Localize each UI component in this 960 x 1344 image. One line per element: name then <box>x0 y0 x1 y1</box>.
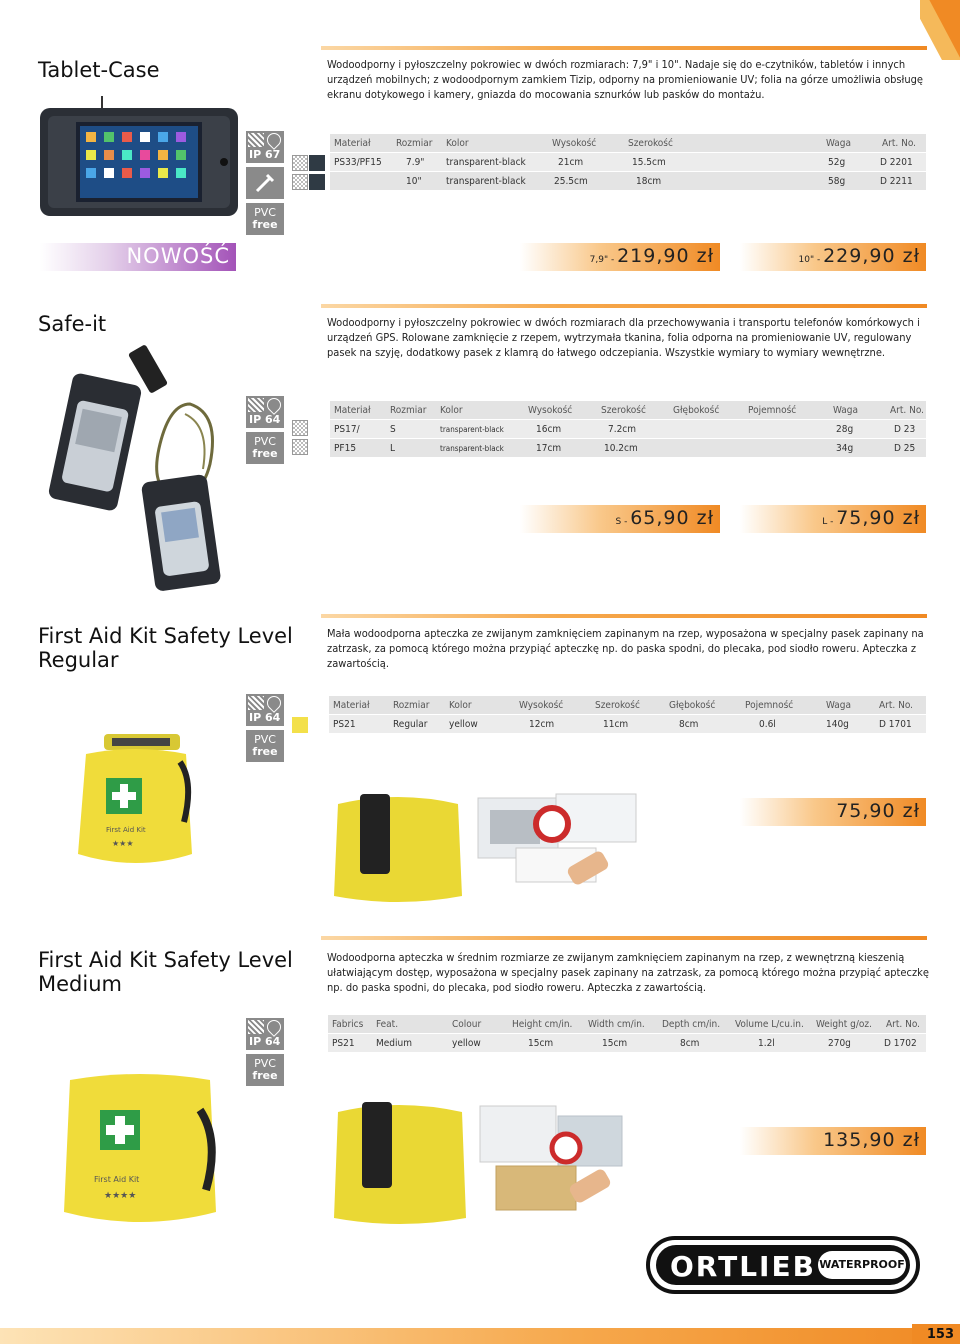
kit-stars: ★★★★ <box>104 1191 137 1201</box>
dust-icon <box>248 398 264 412</box>
section-divider <box>321 46 927 50</box>
table-row: 10" transparent-black 25.5cm 18cm 58g D 2211 <box>330 172 926 191</box>
water-drop-icon <box>264 130 284 150</box>
spec-table <box>328 1015 926 1053</box>
product-title: First Aid Kit Safety Level Medium <box>38 948 293 996</box>
table-row: PS33/PF15 7.9" transparent-black 21cm 15.5cm 52g D 2201 <box>330 153 926 172</box>
swatch-yellow <box>292 717 308 733</box>
product-title: First Aid Kit Safety Level Regular <box>38 624 293 672</box>
swatch-black <box>309 155 325 171</box>
swatch-transparent <box>292 439 308 455</box>
section-divider <box>321 304 927 308</box>
feature-badges <box>246 131 284 239</box>
dust-icon <box>248 133 264 147</box>
wrench-icon <box>253 171 277 195</box>
price-tag: 135,90 zł <box>740 1127 926 1155</box>
feature-badges <box>246 694 284 766</box>
water-drop-icon <box>264 693 284 713</box>
water-drop-icon <box>264 395 284 415</box>
table-header: Materiał Rozmiar Kolor Wysokość Szerokość Waga Art. No. <box>330 134 926 153</box>
table-header: Materiał Rozmiar Kolor Wysokość Szerokość Głębokość Pojemność Waga Art. No. <box>329 696 926 715</box>
ortlieb-logo: ORTLIEB WATERPROOF <box>646 1236 920 1294</box>
table-header: Fabrics Feat. Colour Height cm/in. Width cm/in. Depth cm/in. Volume L/cu.in. Weight g/oz. Art. No. <box>328 1015 926 1034</box>
product-title: Tablet-Case <box>38 58 160 82</box>
ip-rating-badge: IP 64 <box>246 396 284 428</box>
table-row: PS21 Medium yellow 15cm 15cm 8cm 1.2l 270g D 1702 <box>328 1034 926 1053</box>
price-tag: 75,90 zł <box>740 798 926 826</box>
table-row: PS21 Regular yellow 12cm 11cm 8cm 0.6l 140g D 1701 <box>329 715 926 734</box>
pvc-free-badge: PVC free <box>246 730 284 762</box>
first-aid-medium-bag-image <box>60 1070 220 1226</box>
page-number: 153 <box>912 1324 960 1344</box>
section-divider <box>321 614 927 618</box>
ip-rating-badge: IP 64 <box>246 694 284 726</box>
kit-label: First Aid Kit <box>94 1175 140 1184</box>
feature-badges <box>246 1018 284 1090</box>
spec-table <box>330 134 926 191</box>
pvc-free-badge: PVC free <box>246 203 284 235</box>
first-aid-regular-bag-image <box>76 732 196 868</box>
product-description: Wodoodporna apteczka w średnim rozmiarze ze zwijanym zamknięciem zapinanym na rzep, z wewnętrzną kieszenią ułatwiającym dostęp, wyposażona w specjalny pasek zapinany na zatrzask, za pomocą którego można przypiąć apteczkę np. do paska spodni, do plecaka, pod siodło roweru. Apteczka z zawartością. <box>327 951 929 994</box>
spec-table <box>329 696 926 734</box>
safe-it-image <box>40 344 240 592</box>
price-tag: 10" - 229,90 zł <box>740 243 926 271</box>
kit-stars: ★★★ <box>112 839 134 848</box>
dust-icon <box>248 1020 264 1034</box>
pvc-free-badge: PVC free <box>246 1054 284 1086</box>
footer-bar <box>0 1328 960 1344</box>
price-tag: S - 65,90 zł <box>520 505 720 533</box>
kit-label: First Aid Kit <box>106 826 146 834</box>
dust-icon <box>248 696 264 710</box>
first-aid-medium-contents-image <box>330 1096 630 1226</box>
tablet-case-image <box>36 96 242 220</box>
product-description: Wodoodporny i pyłoszczelny pokrowiec w dwóch rozmiarach dla przechowywania i transportu telefonów komórkowych i urządzeń GPS. Rolowane zamknięcie z rzepem, wytrzymała tkanina, folia odporna na promieniowanie UV, regulowany pasek na szyję, dodatkowy pasek z klamrą do łatwego odczepiania. Wszystkie wymiary to wymiary wewnętrzne. <box>327 316 920 359</box>
table-header: Materiał Rozmiar Kolor Wysokość Szerokość Głębokość Pojemność Waga Art. No. <box>330 401 926 420</box>
color-swatches <box>292 155 326 193</box>
color-swatches <box>292 420 326 458</box>
ip-rating-badge: IP 67 <box>246 131 284 163</box>
mounting-badge <box>246 167 284 199</box>
product-title: Safe-it <box>38 312 107 336</box>
pvc-free-badge: PVC free <box>246 432 284 464</box>
spec-table <box>330 401 926 458</box>
price-tag: 7,9" - 219,90 zł <box>520 243 720 271</box>
new-product-label: NOWOŚĆ <box>40 243 236 271</box>
swatch-transparent <box>292 174 308 190</box>
table-row: PS17/ S transparent-black 16cm 7.2cm 28g D 23 <box>330 420 926 439</box>
product-description: Wodoodporny i pyłoszczelny pokrowiec w dwóch rozmiarach: 7,9" i 10". Nadaje się do e-czytników, tabletów i innych urządzeń mobilnych; z wodoodpornym zamkiem Tizip, odporny na promieniowanie UV; folia na górze umożliwia obsługę ekranu dotykowego i kamery, gniazda do mocowania sznurków lub pasków do montażu. <box>327 58 924 101</box>
section-divider <box>321 936 927 940</box>
first-aid-regular-contents-image <box>330 784 640 904</box>
feature-badges <box>246 396 284 468</box>
swatch-black <box>309 174 325 190</box>
color-swatches <box>292 717 326 736</box>
ip-rating-badge: IP 64 <box>246 1018 284 1050</box>
table-row: PF15 L transparent-black 17cm 10.2cm 34g D 25 <box>330 439 926 458</box>
corner-decoration <box>920 0 960 60</box>
swatch-transparent <box>292 155 308 171</box>
product-description: Mała wodoodporna apteczka ze zwijanym zamknięciem zapinanym na rzep, wyposażona w specjalny pasek zapinany na zatrzask, za pomocą którego można przypiąć apteczkę np. do paska spodni, do plecaka, pod siodło roweru. Apteczka z zawartością. <box>327 627 924 670</box>
swatch-transparent <box>292 420 308 436</box>
price-tag: L - 75,90 zł <box>740 505 926 533</box>
water-drop-icon <box>264 1017 284 1037</box>
